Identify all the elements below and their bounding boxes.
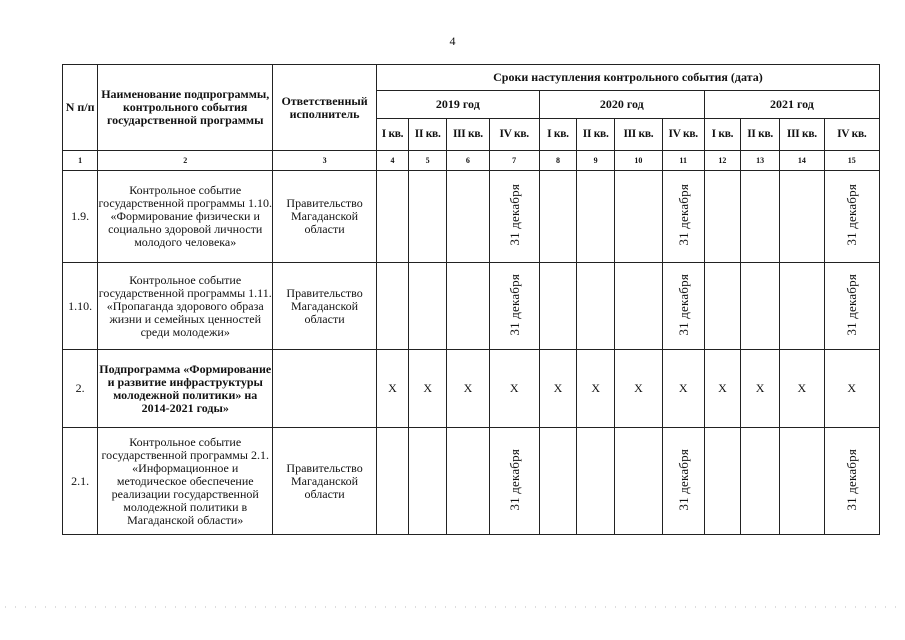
x-mark: Х (662, 350, 704, 428)
empty-cell (704, 428, 740, 535)
column-number: 12 (704, 151, 740, 171)
scan-artifact-dots (0, 606, 905, 608)
event-name: Контрольное событие государственной программы 2.1. «Информационное и методическое обеспечение реализации государственной молодежной политики в Магаданской области» (98, 428, 273, 535)
executor: Правительство Магаданской области (273, 171, 377, 263)
column-number: 6 (447, 151, 489, 171)
empty-cell (577, 263, 615, 350)
column-number: 2 (98, 151, 273, 171)
executor: Правительство Магаданской области (273, 428, 377, 535)
column-number: 7 (489, 151, 539, 171)
header-name: Наименование подпрограммы, контрольного события государственной программы (98, 65, 273, 151)
x-mark: Х (780, 350, 824, 428)
empty-cell (577, 428, 615, 535)
subprogram-name: Подпрограмма «Формирование и развитие инфраструктуры молодежной политики» на 2014-2021 годы» (98, 350, 273, 428)
header-year: 2021 год (704, 91, 879, 119)
header-quarter: I кв. (376, 119, 408, 151)
page-number: 4 (449, 34, 456, 48)
column-number: 4 (376, 151, 408, 171)
empty-cell (376, 428, 408, 535)
deadline-cell (489, 263, 539, 350)
empty-cell (539, 171, 576, 263)
empty-cell (780, 263, 824, 350)
column-number: 14 (780, 151, 824, 171)
empty-cell (447, 171, 489, 263)
x-mark: Х (376, 350, 408, 428)
empty-cell (447, 263, 489, 350)
header-quarter: II кв. (577, 119, 615, 151)
header-quarter: IV кв. (662, 119, 704, 151)
column-number: 1 (63, 151, 98, 171)
deadline-cell (662, 171, 704, 263)
deadline-date: 31 декабря (844, 273, 860, 336)
deadline-date: 31 декабря (506, 273, 522, 336)
event-name: Контрольное событие государственной программы 1.11. «Пропаганда здорового образа жизни и семейных ценностей среди молодежи» (98, 263, 273, 350)
x-mark: Х (447, 350, 489, 428)
deadline-date: 31 декабря (675, 448, 691, 511)
empty-cell (539, 263, 576, 350)
x-mark: Х (539, 350, 576, 428)
empty-cell (780, 428, 824, 535)
empty-cell (447, 428, 489, 535)
table-row (63, 171, 880, 263)
column-number: 9 (577, 151, 615, 171)
header-quarter: III кв. (447, 119, 489, 151)
empty-cell (615, 263, 662, 350)
x-mark: Х (704, 350, 740, 428)
header-quarter: I кв. (539, 119, 576, 151)
empty-cell (741, 171, 780, 263)
event-name: Контрольное событие государственной программы 1.10. «Формирование физически и социально здоровой личности молодого человека» (98, 171, 273, 263)
row-number: 1.10. (63, 263, 98, 350)
deadline-cell (824, 171, 879, 263)
deadline-cell (662, 263, 704, 350)
column-number: 5 (409, 151, 447, 171)
executor: Правительство Магаданской области (273, 263, 377, 350)
empty-cell (376, 263, 408, 350)
header-deadlines: Сроки наступления контрольного события (дата) (376, 65, 879, 91)
column-number: 3 (273, 151, 377, 171)
deadline-date: 31 декабря (844, 448, 860, 511)
empty-cell (780, 171, 824, 263)
deadline-cell (489, 171, 539, 263)
deadline-cell (662, 428, 704, 535)
control-events-table (62, 64, 880, 535)
empty-cell (704, 171, 740, 263)
empty-cell (409, 171, 447, 263)
x-mark: Х (824, 350, 879, 428)
table-row (63, 428, 880, 535)
x-mark: Х (489, 350, 539, 428)
header-quarter: IV кв. (489, 119, 539, 151)
column-number: 10 (615, 151, 662, 171)
column-number: 8 (539, 151, 576, 171)
row-number: 2.1. (63, 428, 98, 535)
table-row (63, 263, 880, 350)
header-quarter: II кв. (741, 119, 780, 151)
empty-cell (577, 171, 615, 263)
deadline-cell (824, 428, 879, 535)
empty-cell (615, 171, 662, 263)
empty-cell (539, 428, 576, 535)
row-number: 2. (63, 350, 98, 428)
deadline-cell (824, 263, 879, 350)
x-mark: Х (409, 350, 447, 428)
row-number: 1.9. (63, 171, 98, 263)
executor (273, 350, 377, 428)
header-quarter: IV кв. (824, 119, 879, 151)
deadline-date: 31 декабря (675, 184, 691, 246)
deadline-date: 31 декабря (506, 448, 522, 511)
header-quarter: III кв. (615, 119, 662, 151)
header-quarter: II кв. (409, 119, 447, 151)
header-year: 2020 год (539, 91, 704, 119)
deadline-date: 31 декабря (506, 184, 522, 246)
deadline-date: 31 декабря (675, 273, 691, 336)
empty-cell (409, 263, 447, 350)
x-mark: Х (615, 350, 662, 428)
empty-cell (376, 171, 408, 263)
x-mark: Х (577, 350, 615, 428)
empty-cell (615, 428, 662, 535)
header-executor: Ответственный исполнитель (273, 65, 377, 151)
header-year: 2019 год (376, 91, 539, 119)
deadline-cell (489, 428, 539, 535)
header-quarter: I кв. (704, 119, 740, 151)
empty-cell (741, 428, 780, 535)
header-num: N п/п (63, 65, 98, 151)
column-number: 15 (824, 151, 879, 171)
column-number: 11 (662, 151, 704, 171)
empty-cell (704, 263, 740, 350)
empty-cell (741, 263, 780, 350)
x-mark: Х (741, 350, 780, 428)
header-quarter: III кв. (780, 119, 824, 151)
column-number: 13 (741, 151, 780, 171)
empty-cell (409, 428, 447, 535)
table-row (63, 350, 880, 428)
deadline-date: 31 декабря (844, 184, 860, 246)
